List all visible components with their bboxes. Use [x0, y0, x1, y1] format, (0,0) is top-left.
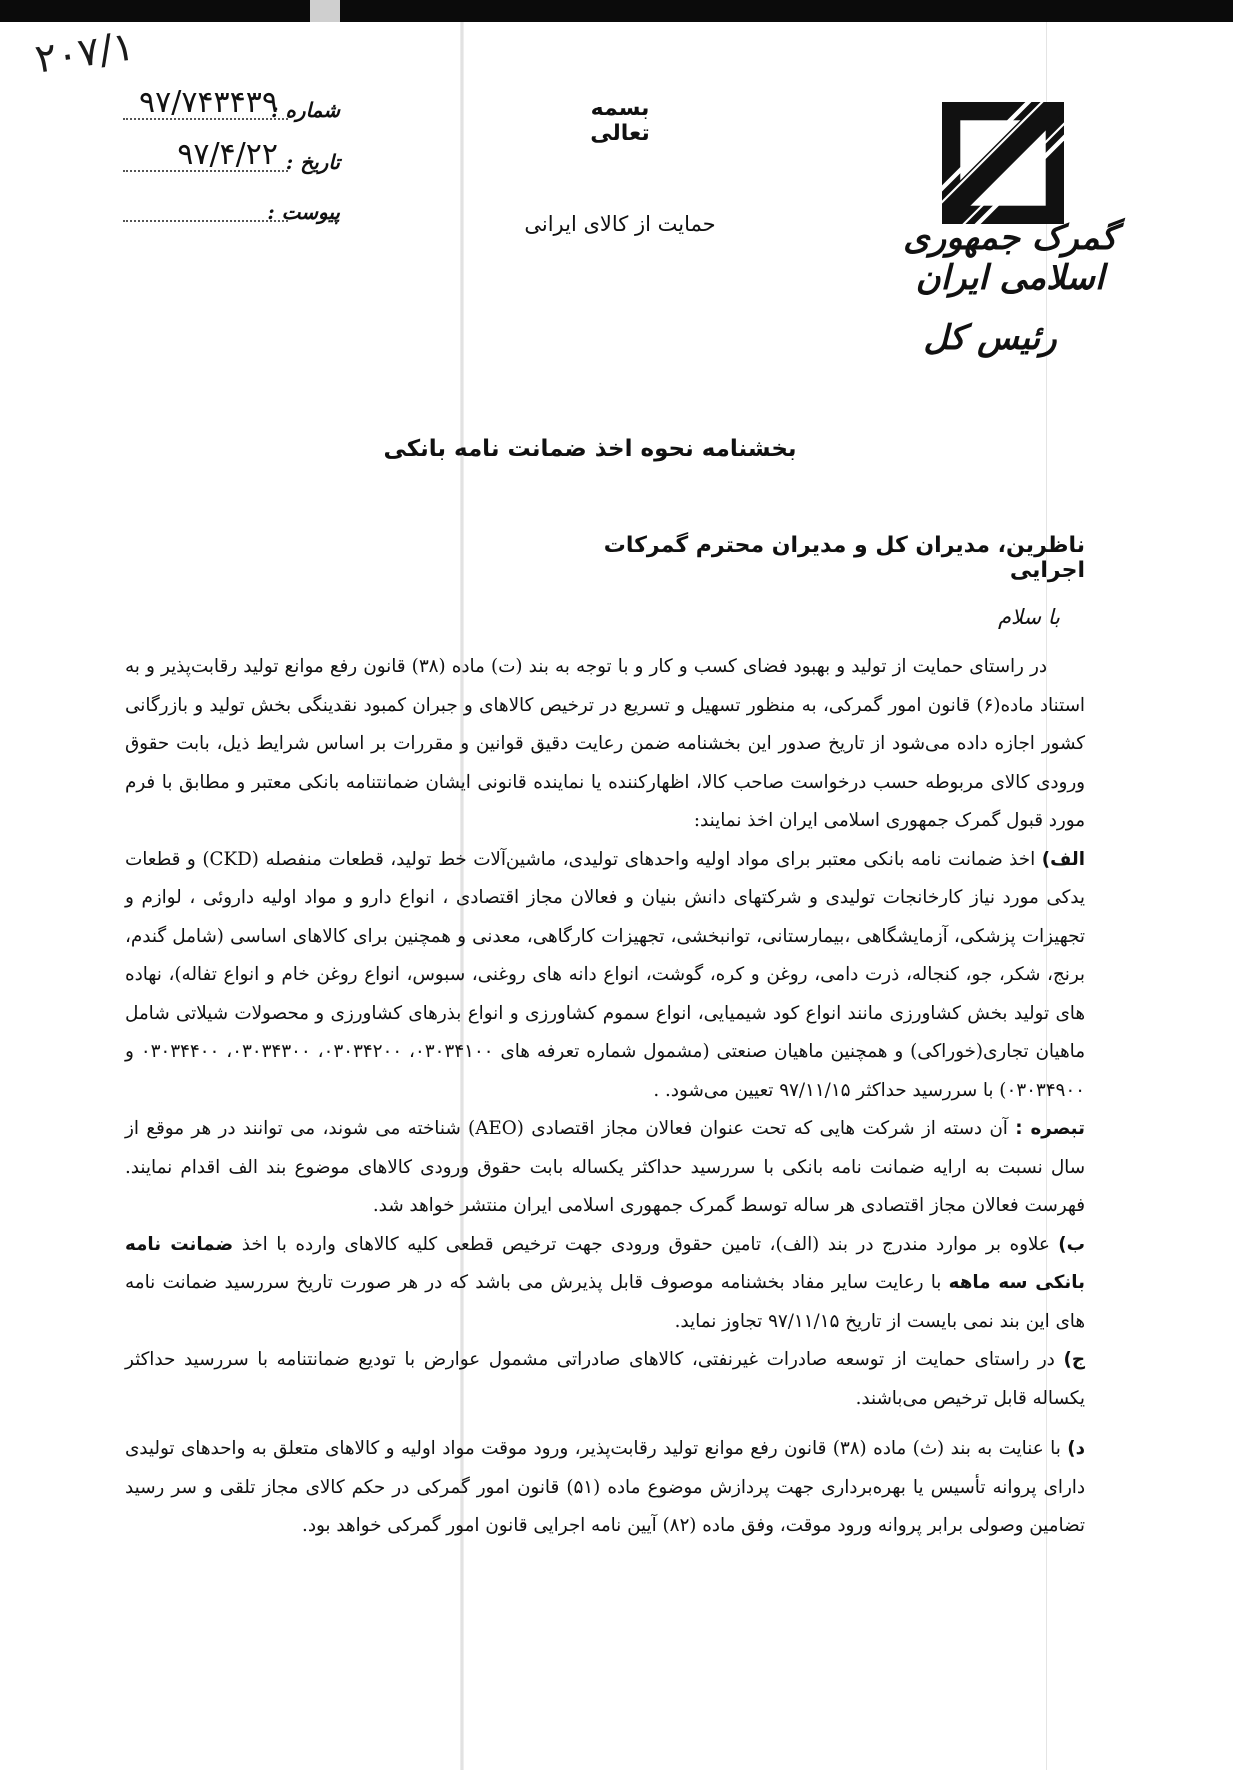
clause-alef — [125, 841, 1085, 1111]
clause-be — [125, 1226, 1085, 1342]
spacer — [125, 1418, 1085, 1430]
clause-jim-label: ج) — [1063, 1349, 1085, 1370]
note-label: تبصره : — [1015, 1118, 1086, 1139]
invocation-heading: بسمه تعالی — [590, 96, 650, 146]
clause-alef-label: الف) — [1041, 848, 1086, 870]
letter-date-value: ۹۷/۴/۲۲ — [177, 137, 278, 172]
clause-be-emphasis: ضمانت نامه بانکی سه ماهه — [125, 1233, 1086, 1293]
letter-number-row — [110, 85, 340, 126]
clause-be-text: علاوه بر موارد مندرج در بند (الف)، تامین حقوق ورودی جهت ترخیص قطعی کلیه کالاهای وارده با اخذ — [241, 1233, 1050, 1255]
scan-top-border — [0, 0, 1233, 22]
clause-dal-label: د) — [1067, 1438, 1085, 1459]
clause-be-text-cont: با رعایت سایر مفاد بخشنامه موصوف قابل پذیرش می باشد که در هر صورت تاریخ سررسید ضمانت نامه های این بند نمی بایست از تاریخ ۹۷/۱۱/۱۵ تجاوز نماید. — [125, 1272, 1085, 1332]
addressee-line: ناظرین، مدیران کل و مدیران محترم گمرکات اجرایی — [603, 533, 1085, 583]
customs-logo-icon — [942, 102, 1064, 224]
letter-attachment-row — [110, 196, 340, 228]
letter-date-label: تاریخ : — [285, 150, 340, 174]
handwritten-file-number: ۲۰۷/۱ — [32, 23, 138, 83]
letter-number-value: ۹۷/۷۴۳۴۳۹ — [138, 85, 278, 120]
signatory-position: رئیس کل — [923, 318, 1057, 358]
slogan: حمایت از کالای ایرانی — [524, 212, 716, 236]
note-text: آن دسته از شرکت هایی که تحت عنوان فعالان مجاز اقتصادی (AEO) شناخته می شوند، می توانند در هر موقع از سال نسبت به ارایه ضمانت نامه بانکی با سررسید حداکثر یکساله بابت حقوق ورودی کالاهای موضوع بند الف اقدام نمایند. فهرست فعالان مجاز اقتصادی هر ساله توسط گمرک جمهوری اسلامی ایران منتشر خواهد شد. — [125, 1118, 1085, 1216]
clause-alef-text: اخذ ضمانت نامه بانکی معتبر برای مواد اولیه واحدهای تولیدی، ماشین‌آلات خط تولید، قطعات منفصله (CKD) و قطعات یدکی مورد نیاز کارخانجات تولیدی و شرکتهای دانش بنیان و فعالان مجاز اقتصادی ، انواع دارو و مواد اولیه داروئی ، لوازم و تجهیزات پزشکی، آزمایشگاهی ،بیمارستانی، توانبخشی، تجهیزات کارگاهی، معدنی و همچنین برای کالاهای اساسی (شامل گندم، برنج، شکر، جو، کنجاله، ذرت دامی، روغن و کره، گوشت، انواع دانه های روغنی، سبوس، انواع روغن خام و انواع تفاله)، نهاده های تولید بخش کشاورزی مانند انواع کود شیمیایی، انواع سموم کشاورزی و انواع بذرهای کشاورزی و محصولات شیلاتی شامل ماهیان تجاری(خوراکی) و همچنین ماهیان صنعتی (مشمول شماره تعرفه های ۰۳۰۳۴۱۰۰، ۰۳۰۳۴۲۰۰، ۰۳۰۳۴۳۰۰، ۰۳۰۳۴۴۰۰ و ۰۳۰۳۴۹۰۰) با سررسید حداکثر ۹۷/۱۱/۱۵ تعیین می‌شود. . — [125, 848, 1085, 1101]
note-paragraph — [125, 1110, 1085, 1226]
clause-jim — [125, 1341, 1085, 1418]
clause-be-label: ب) — [1058, 1233, 1085, 1255]
letter-date-row — [110, 137, 340, 178]
greeting: با سلام — [997, 605, 1060, 629]
dotted-line — [123, 220, 288, 222]
letter-attachment-label: پیوست : — [267, 200, 340, 224]
clause-jim-text: در راستای حمایت از توسعه صادرات غیرنفتی، کالاهای صادراتی مشمول عوارض با تودیع ضمانتنامه با سررسید حداکثر یکساله قابل ترخیص می‌باشند. — [125, 1349, 1085, 1409]
clause-dal — [125, 1430, 1085, 1546]
document-title: بخشنامه نحوه اخذ ضمانت نامه بانکی — [383, 436, 797, 462]
intro-paragraph: در راستای حمایت از تولید و بهبود فضای کسب و کار و با توجه به بند (ت) ماده (۳۸) قانون رفع موانع تولید رقابت‌پذیر و به استناد ماده(۶) قانون امور گمرکی، به منظور تسهیل و تسریع در ترخیص کالاهای و جبران کمبود نقدینگی بخش تولید و بازرگانی کشور اجازه داده می‌شود از تاریخ صدور این بخشنامه ضمن رعایت دقیق قوانین و مقررات بر اساس شرایط ذیل، بابت حقوق ورودی کالای مربوطه حسب درخواست صاحب کالا، اظهارکننده یا نماینده قانونی ایشان ضمانتنامه بانکی معتبر و مطابق با فرم مورد قبول گمرک جمهوری اسلامی ایران اخذ نمایند: — [125, 656, 1085, 831]
letter-number-label: شماره : — [271, 98, 340, 122]
scan-tab-mark — [310, 0, 340, 22]
organization-name: گمرک جمهوری اسلامی ایران — [903, 218, 1117, 298]
clause-dal-text: با عنایت به بند (ث) ماده (۳۸) قانون رفع موانع تولید رقابت‌پذیر، ورود موقت مواد اولیه و کالاهای متعلق به واحدهای تولیدی دارای پروانه تأسیس یا بهره‌برداری جهت پردازش موضوع ماده (۵۱) قانون امور گمرکی در حکم کالای مجاز تلقی و سر رسید تضامین وصولی برابر پروانه ورود موقت، وفق ماده (۸۲) آیین نامه اجرایی قانون امور گمرکی خواهد بود. — [125, 1438, 1085, 1536]
document-body — [125, 648, 1085, 1546]
